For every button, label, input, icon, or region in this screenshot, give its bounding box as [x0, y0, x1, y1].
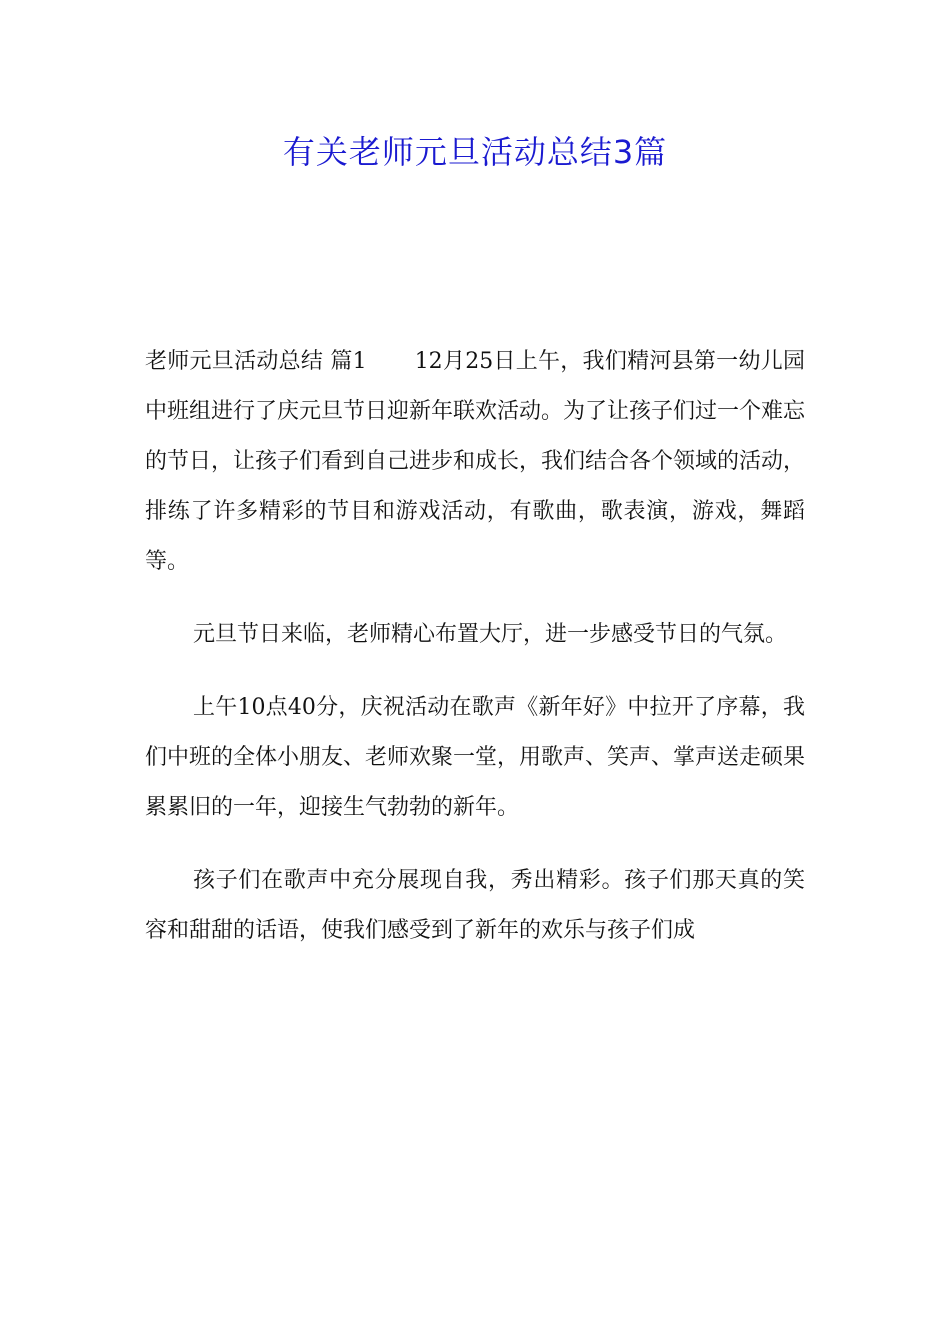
document-title: 有关老师元旦活动总结3篇	[282, 133, 668, 171]
paragraph-3: 上午10点40分，庆祝活动在歌声《新年好》中拉开了序幕，我们中班的全体小朋友、老师欢聚一堂，用歌声、笑声、掌声送走硕果累累旧的一年，迎接生气勃勃的新年。	[145, 695, 806, 820]
document-body	[145, 337, 805, 956]
paragraph-2: 元旦节日来临，老师精心布置大厅，进一步感受节日的气氛。	[193, 622, 788, 647]
paragraph-1	[145, 337, 805, 587]
paragraph-1-text: 12月25日上午，我们精河县第一幼儿园中班组进行了庆元旦节日迎新年联欢活动。为了让孩子们过一个难忘的节日，让孩子们看到自己进步和成长，我们结合各个领域的活动，排练了许多精彩的节目和游戏活动，有歌曲，歌表演，游戏，舞蹈等。	[145, 349, 806, 574]
paragraph-4: 孩子们在歌声中充分展现自我，秀出精彩。孩子们那天真的笑容和甜甜的话语，使我们感受到了新年的欢乐与孩子们成	[145, 868, 805, 943]
section-heading: 老师元旦活动总结 篇1	[145, 349, 367, 374]
